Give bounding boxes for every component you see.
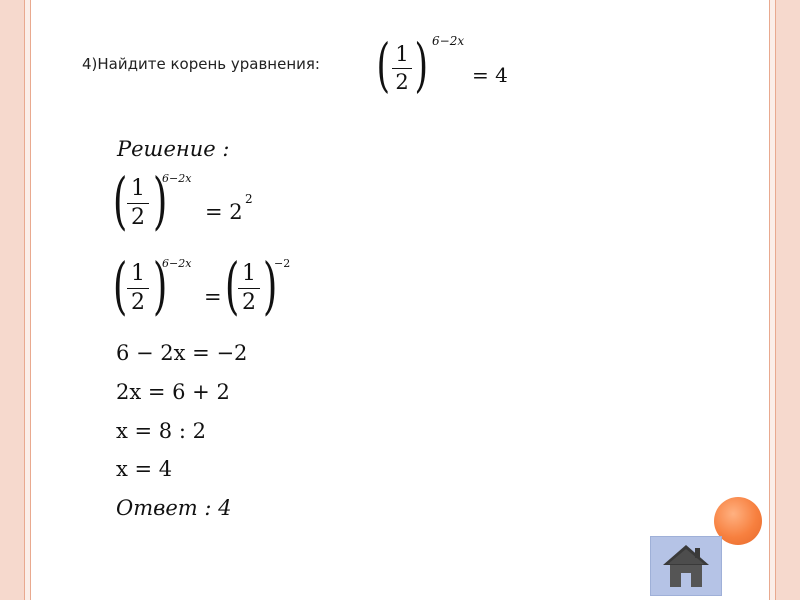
fraction-denominator: 2 bbox=[242, 290, 256, 315]
rhs-exponent: 2 bbox=[245, 192, 253, 206]
fraction-numerator: 1 bbox=[131, 176, 145, 201]
left-frame-line bbox=[24, 0, 25, 600]
solution-line: 6 − 2x = −2 bbox=[116, 341, 248, 365]
right-frame-line bbox=[769, 0, 770, 600]
left-frame-band bbox=[0, 0, 24, 600]
fraction-numerator: 1 bbox=[242, 261, 256, 286]
equation-rhs: = 2 bbox=[205, 200, 243, 224]
solution-step-2: ( 1 2 ) 6−2x = ( 1 2 ) −2 bbox=[112, 249, 291, 322]
fraction-numerator: 1 bbox=[131, 261, 145, 286]
answer-line: Ответ : 4 bbox=[116, 496, 232, 520]
solution-line: x = 8 : 2 bbox=[116, 419, 206, 443]
problem-label: 4)Найдите корень уравнения: bbox=[82, 55, 320, 73]
fraction-numerator: 1 bbox=[395, 42, 409, 66]
solution-heading: Решение : bbox=[117, 137, 230, 161]
exponent: −2 bbox=[274, 257, 291, 270]
exponent: 6−2x bbox=[162, 257, 192, 270]
equation-rhs: = 4 bbox=[472, 63, 508, 87]
solution-line: 2x = 6 + 2 bbox=[116, 380, 230, 404]
solution-line: x = 4 bbox=[116, 457, 173, 481]
home-icon bbox=[651, 537, 721, 595]
fraction-denominator: 2 bbox=[131, 205, 145, 230]
equals-sign: = bbox=[204, 285, 222, 309]
home-button[interactable] bbox=[650, 536, 722, 596]
solution-step-1: ( 1 2 ) 6−2x = 2 2 bbox=[112, 164, 253, 237]
right-frame-line bbox=[775, 0, 776, 600]
right-frame-band bbox=[776, 0, 800, 600]
fraction-denominator: 2 bbox=[131, 290, 145, 315]
left-frame-line bbox=[30, 0, 31, 600]
problem-equation: ( 1 2 ) 6−2x = 4 bbox=[376, 31, 508, 99]
exponent: 6−2x bbox=[432, 34, 465, 48]
fraction-denominator: 2 bbox=[395, 70, 409, 94]
exponent: 6−2x bbox=[162, 172, 192, 185]
